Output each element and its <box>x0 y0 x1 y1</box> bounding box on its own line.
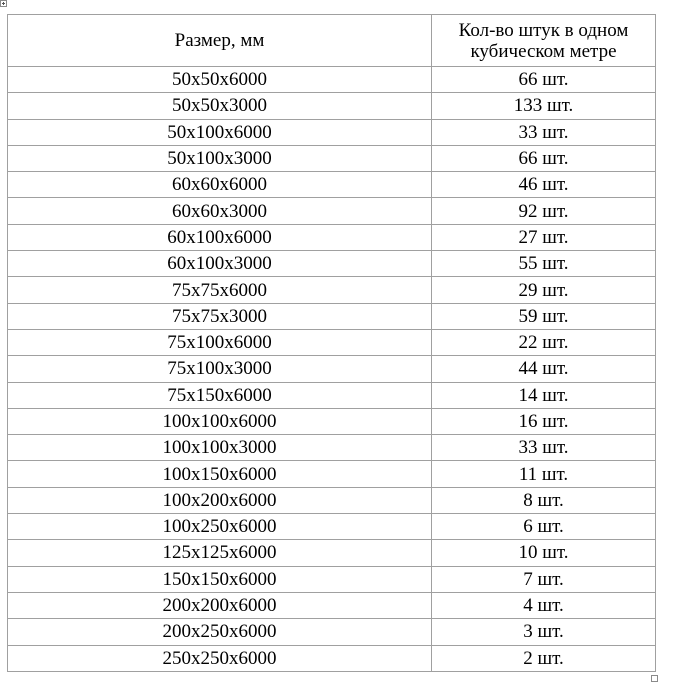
cell-size: 75x75x3000 <box>8 303 432 329</box>
cell-size: 50x50x3000 <box>8 93 432 119</box>
cell-size: 250x250x6000 <box>8 645 432 671</box>
table-row <box>8 540 656 566</box>
cell-count: 3 шт. <box>432 619 656 645</box>
table-move-icon[interactable] <box>0 0 7 7</box>
cell-count: 27 шт. <box>432 224 656 250</box>
cell-count: 2 шт. <box>432 645 656 671</box>
cell-count: 29 шт. <box>432 277 656 303</box>
cell-count: 4 шт. <box>432 592 656 618</box>
table-header-row <box>8 15 656 67</box>
table-row <box>8 382 656 408</box>
cell-count: 14 шт. <box>432 382 656 408</box>
table-row <box>8 461 656 487</box>
table-row <box>8 435 656 461</box>
cell-size: 50x100x3000 <box>8 145 432 171</box>
cell-size: 100x150x6000 <box>8 461 432 487</box>
table-row <box>8 514 656 540</box>
size-count-table <box>7 14 656 672</box>
cell-size: 200x200x6000 <box>8 592 432 618</box>
cell-size: 75x100x6000 <box>8 329 432 355</box>
table-resize-icon[interactable] <box>651 675 658 682</box>
cell-size: 50x100x6000 <box>8 119 432 145</box>
header-size: Размер, мм <box>8 15 432 67</box>
table-row <box>8 592 656 618</box>
table-row <box>8 172 656 198</box>
cell-count: 55 шт. <box>432 251 656 277</box>
cell-count: 66 шт. <box>432 67 656 93</box>
cell-count: 133 шт. <box>432 93 656 119</box>
table-row <box>8 251 656 277</box>
cell-count: 6 шт. <box>432 514 656 540</box>
cell-count: 10 шт. <box>432 540 656 566</box>
table-row <box>8 356 656 382</box>
table-row <box>8 119 656 145</box>
table-body <box>8 67 656 672</box>
cell-size: 200x250x6000 <box>8 619 432 645</box>
cell-size: 100x100x6000 <box>8 408 432 434</box>
table-row <box>8 329 656 355</box>
cell-size: 60x60x6000 <box>8 172 432 198</box>
cell-count: 46 шт. <box>432 172 656 198</box>
cell-count: 8 шт. <box>432 487 656 513</box>
table-row <box>8 645 656 671</box>
cell-size: 75x150x6000 <box>8 382 432 408</box>
header-count: Кол-во штук в одном кубическом метре <box>432 15 656 67</box>
cell-count: 7 шт. <box>432 566 656 592</box>
cell-size: 150x150x6000 <box>8 566 432 592</box>
table-row <box>8 145 656 171</box>
cell-count: 22 шт. <box>432 329 656 355</box>
table-row <box>8 566 656 592</box>
cell-count: 16 шт. <box>432 408 656 434</box>
table-row <box>8 224 656 250</box>
table-row <box>8 67 656 93</box>
table-row <box>8 277 656 303</box>
cell-count: 92 шт. <box>432 198 656 224</box>
table-row <box>8 303 656 329</box>
cell-size: 75x100x3000 <box>8 356 432 382</box>
cell-size: 100x250x6000 <box>8 514 432 540</box>
cell-size: 60x60x3000 <box>8 198 432 224</box>
cell-count: 33 шт. <box>432 435 656 461</box>
cell-size: 60x100x3000 <box>8 251 432 277</box>
table-row <box>8 198 656 224</box>
cell-count: 66 шт. <box>432 145 656 171</box>
table-row <box>8 487 656 513</box>
cell-size: 100x200x6000 <box>8 487 432 513</box>
cell-size: 100x100x3000 <box>8 435 432 461</box>
cell-count: 11 шт. <box>432 461 656 487</box>
table-row <box>8 619 656 645</box>
table-row <box>8 93 656 119</box>
cell-size: 60x100x6000 <box>8 224 432 250</box>
cell-size: 125x125x6000 <box>8 540 432 566</box>
cell-count: 33 шт. <box>432 119 656 145</box>
cell-size: 75x75x6000 <box>8 277 432 303</box>
cell-count: 59 шт. <box>432 303 656 329</box>
table-row <box>8 408 656 434</box>
cell-count: 44 шт. <box>432 356 656 382</box>
cell-size: 50x50x6000 <box>8 67 432 93</box>
